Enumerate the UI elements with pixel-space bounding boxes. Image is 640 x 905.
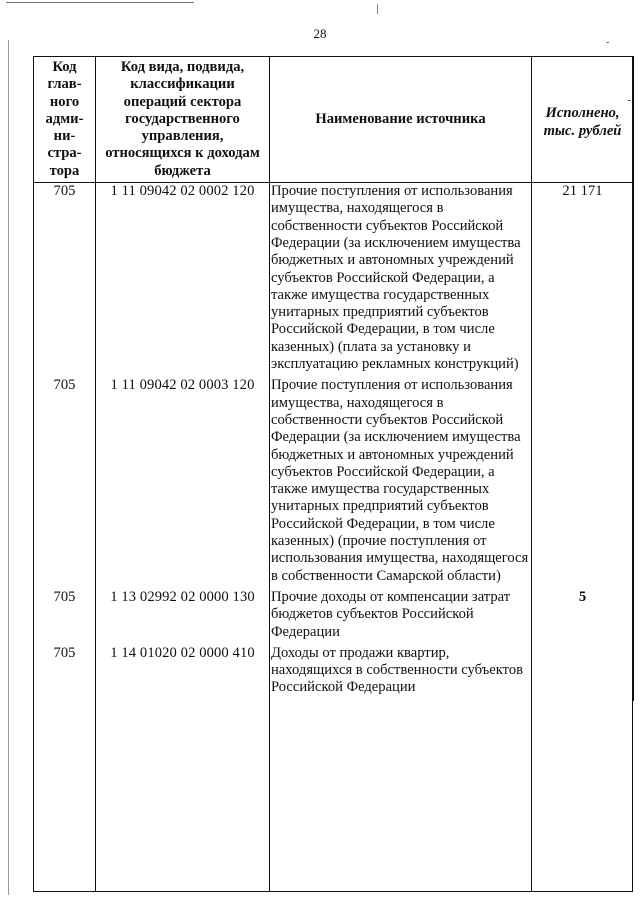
row-classification-code: 1 14 01020 02 0000 410 [96,645,270,701]
table-header-row [34,57,634,183]
header-source-name-text: Наименование источника [315,110,486,127]
table-row [34,183,634,378]
row-source-name: Прочие поступления от использования имущества, находящегося в собственности субъектов Российской Федерации (за исключением имущества бюджетных и автономных учреждений субъектов Российской Федерации, а также имущества государственных унитарных предприятий субъектов Российской Федерации, в том числе казенных) (плата за установку и эксплуатацию рекламных конструкций) [270,183,532,378]
table-row [34,645,634,701]
header-executed-mark: - [627,95,631,107]
row-admin-code: 705 [34,377,96,589]
header-admin-code [34,57,96,183]
scan-artifact-mark [377,4,378,14]
row-source-name: Прочие поступления от использования имущества, находящегося в собственности субъектов Российской Федерации (за исключением имущества бюджетных и автономных учреждений субъектов Российской Федерации, а также имущества государственных унитарных предприятий субъектов Российской Федерации, в том числе казенных) (прочие поступления от использования имущества, находящегося в собственности Самарской области) [270,377,532,589]
scan-artifact-top-line [6,2,194,3]
row-admin-code: 705 [34,183,96,378]
row-classification-code: 1 11 09042 02 0002 120 [96,183,270,378]
row-source-name: Прочие доходы от компенсации затрат бюджетов субъектов Российской Федерации [270,589,532,645]
row-classification-code: 1 11 09042 02 0003 120 [96,377,270,589]
row-admin-code: 705 [34,589,96,645]
row-source-name: Доходы от продажи квартир, находящихся в собственности субъектов Российской Федерации [270,645,532,701]
page-number: 28 [313,26,327,41]
corner-mark: - [606,37,610,48]
header-executed [532,57,634,183]
row-admin-code: 705 [34,645,96,701]
revenue-table-wrap [33,56,633,701]
scan-artifact-left-edge [8,40,9,895]
row-classification-code: 1 13 02992 02 0000 130 [96,589,270,645]
header-admin-code-text: Код глав-ного адми-ни-стра-тора [45,59,84,179]
revenue-sources-table [33,56,634,701]
row-amount: 5 [532,589,634,645]
header-executed-text: Исполнено, тыс. рублей [543,105,622,139]
header-classification-code-text: Код вида, подвида, классификации операций сектора государственного управления, относящихся к доходам бюджета [105,59,260,179]
table-row [34,377,634,589]
table-row [34,589,634,645]
row-amount [532,377,634,589]
header-source-name [270,57,532,183]
row-amount [532,645,634,701]
header-classification-code [96,57,270,183]
row-amount: 21 171 [532,183,634,378]
